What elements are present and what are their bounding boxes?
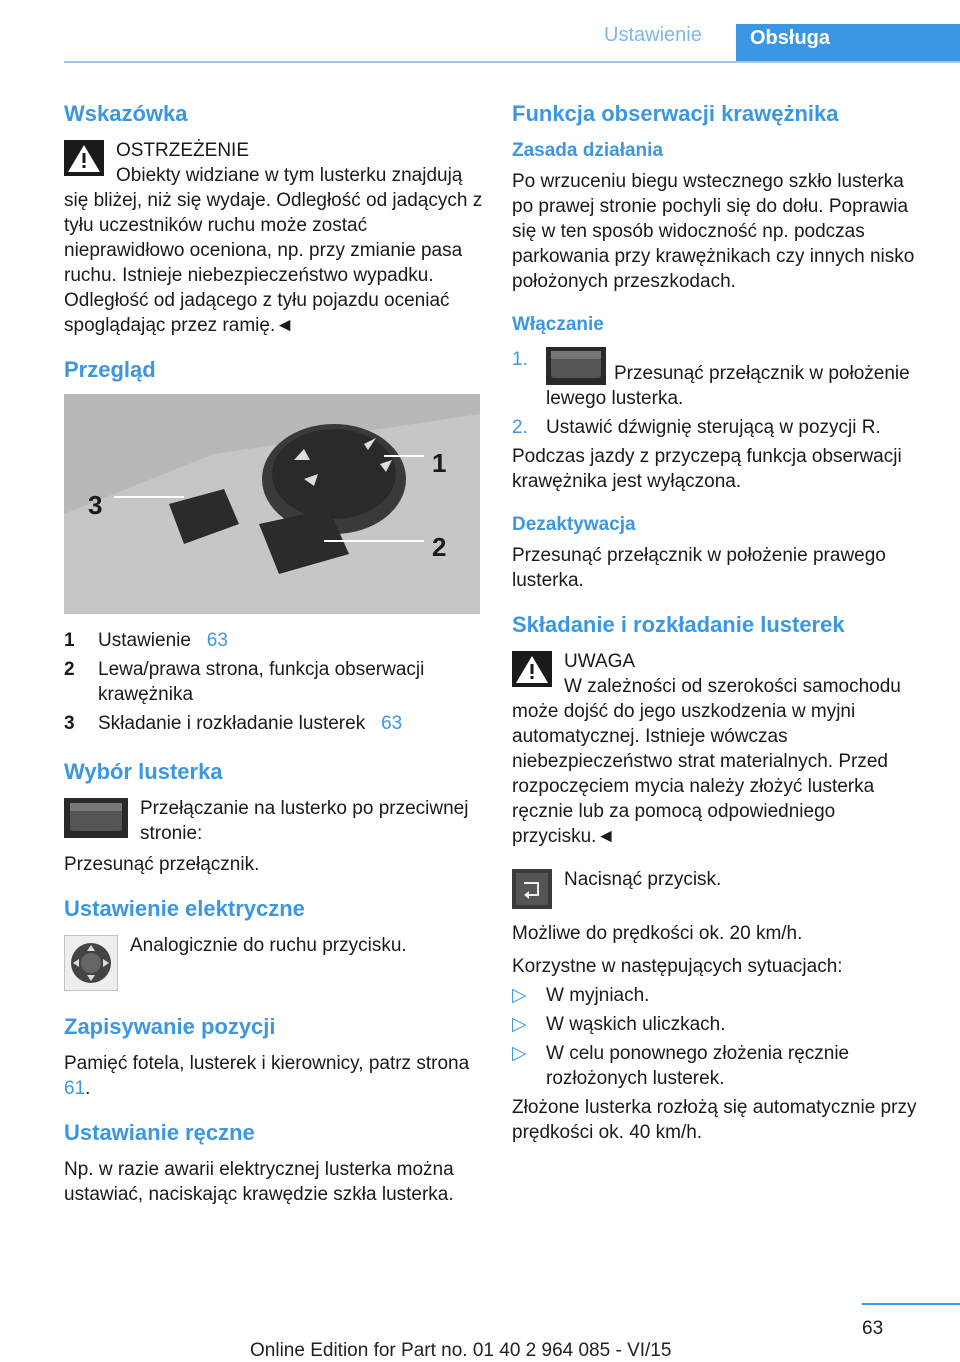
photo-label-3: 3 <box>88 490 103 520</box>
page-ref-link[interactable]: 63 <box>381 713 403 734</box>
overview-item: 2 Lewa/prawa strona, funkcja obserwacji krawężnika <box>64 659 425 705</box>
header-tab-ustawienie[interactable]: Ustawienie <box>604 24 702 46</box>
step-item: 1. Przesunąć przełącznik w położenie lewego lusterka. <box>512 349 910 409</box>
caution-title: UWAGA <box>564 651 636 672</box>
heading-skladanie: Składanie i rozkładanie lusterek <box>512 612 845 637</box>
mozliwe-text: Możliwe do prędkości ok. 20 km/h. <box>512 923 803 944</box>
warning-block <box>64 138 484 338</box>
caution-text: W zależności od szerokości samochodu może dojść do jego uszkodzenia w myjni automatycznej. Istnieje wówczas niebezpieczeństwo strat materialnych. Przed rozpoczęciem mycia należy złożyć lusterka ręcznie lub za pomocą odpowiedniego przycisku.◄ <box>512 676 901 847</box>
page-ref-link[interactable]: 63 <box>206 630 228 651</box>
warning-triangle-icon <box>512 651 552 687</box>
list-item: ▷ W myjniach. <box>512 985 650 1006</box>
heading-dezaktywacja: Dezaktywacja <box>512 514 636 535</box>
caution-block <box>512 649 928 849</box>
heading-wybor: Wybór lusterka <box>64 759 223 784</box>
nacisnac-text: Nacisnąć przycisk. <box>564 869 722 890</box>
heading-wskazowka: Wskazówka <box>64 101 188 126</box>
zlozone-text: Złożone lusterka rozłożą się automatycznie przy prędkości ok. 40 km/h. <box>512 1097 917 1143</box>
heading-przeglad: Przegląd <box>64 357 156 382</box>
heading-elektryczne: Ustawienie elektryczne <box>64 896 305 921</box>
wlacz-note: Podczas jazdy z przyczepą funkcja obserwacji krawężnika jest wyłączona. <box>512 446 902 492</box>
wybor-text: Przełączanie na lusterko po przeciwnej stronie: <box>140 798 469 844</box>
zasada-text: Po wrzuceniu biegu wstecznego szkło lusterka po prawej stronie pochyli się do dołu. Poprawia się w ten sposób widoczność np. podczas parkowania przy krawężnikach czy innych nisko położonych przeszkodach. <box>512 171 915 292</box>
korzystne-text: Korzystne w następujących sytuacjach: <box>512 956 843 977</box>
edition-footer: Online Edition for Part no. 01 40 2 964 085 - VI/15 <box>250 1340 672 1361</box>
step-item: 2. Ustawić dźwignię sterującą w pozycji R. <box>512 417 881 438</box>
overview-item: 3 Składanie i rozkładanie lusterek 63 <box>64 713 403 734</box>
heading-funkcja: Funkcja obserwacji krawężnika <box>512 101 839 126</box>
heading-reczne: Ustawianie ręczne <box>64 1120 255 1145</box>
page-number: 63 <box>862 1318 884 1339</box>
list-item: ▷ W wąskich uliczkach. <box>512 1014 726 1035</box>
photo-label-1: 1 <box>432 448 447 478</box>
list-item: ▷ W celu ponownego złożenia ręcznie rozłożonych lusterek. <box>512 1043 850 1089</box>
warning-triangle-icon <box>64 140 104 176</box>
footer-divider <box>862 1303 960 1305</box>
heading-wlaczanie: Włączanie <box>512 314 604 335</box>
warning-text: Obiekty widziane w tym lusterku znajdują się bliżej, niż się wydaje. Odległość od jadących z tyłu uczestników ruchu może zostać nieprawidłowo oceniona, np. przy zmianie pasa ruchu. Istnieje niebezpieczeństwo wypadku. Odległość od jadącego z tyłu pojazdu oceniać spoglądając przez ramię.◄ <box>64 165 483 336</box>
mirror-switch-icon <box>64 798 128 838</box>
header-divider <box>64 61 960 63</box>
zapis-text: Pamięć fotela, lusterek i kierownicy, patrz strona 61. <box>64 1053 470 1099</box>
reczne-text: Np. w razie awarii elektrycznej lusterka można ustawiać, naciskając krawędzie szkła lusterka. <box>64 1159 454 1205</box>
joystick-icon <box>64 935 118 991</box>
left-column <box>64 100 484 1207</box>
mirror-switch-photo <box>64 394 480 614</box>
wybor-text2: Przesunąć przełącznik. <box>64 854 260 875</box>
elektr-text: Analogicznie do ruchu przycisku. <box>130 935 407 956</box>
mirror-switch-icon <box>546 347 606 385</box>
header-tab-obsluga[interactable]: Obsługa <box>736 24 960 62</box>
warning-title: OSTRZEŻENIE <box>116 140 250 161</box>
overview-item: 1 Ustawienie 63 <box>64 630 228 651</box>
page-ref-link[interactable]: 61 <box>64 1078 86 1099</box>
fold-mirror-button-icon <box>512 869 552 909</box>
right-column <box>512 100 928 1145</box>
photo-label-2: 2 <box>432 532 447 562</box>
overview-list <box>64 628 484 736</box>
heading-zasada: Zasada działania <box>512 140 664 161</box>
heading-zapisywanie: Zapisywanie pozycji <box>64 1014 276 1039</box>
dezakt-text: Przesunąć przełącznik w położenie prawego lusterka. <box>512 545 886 591</box>
